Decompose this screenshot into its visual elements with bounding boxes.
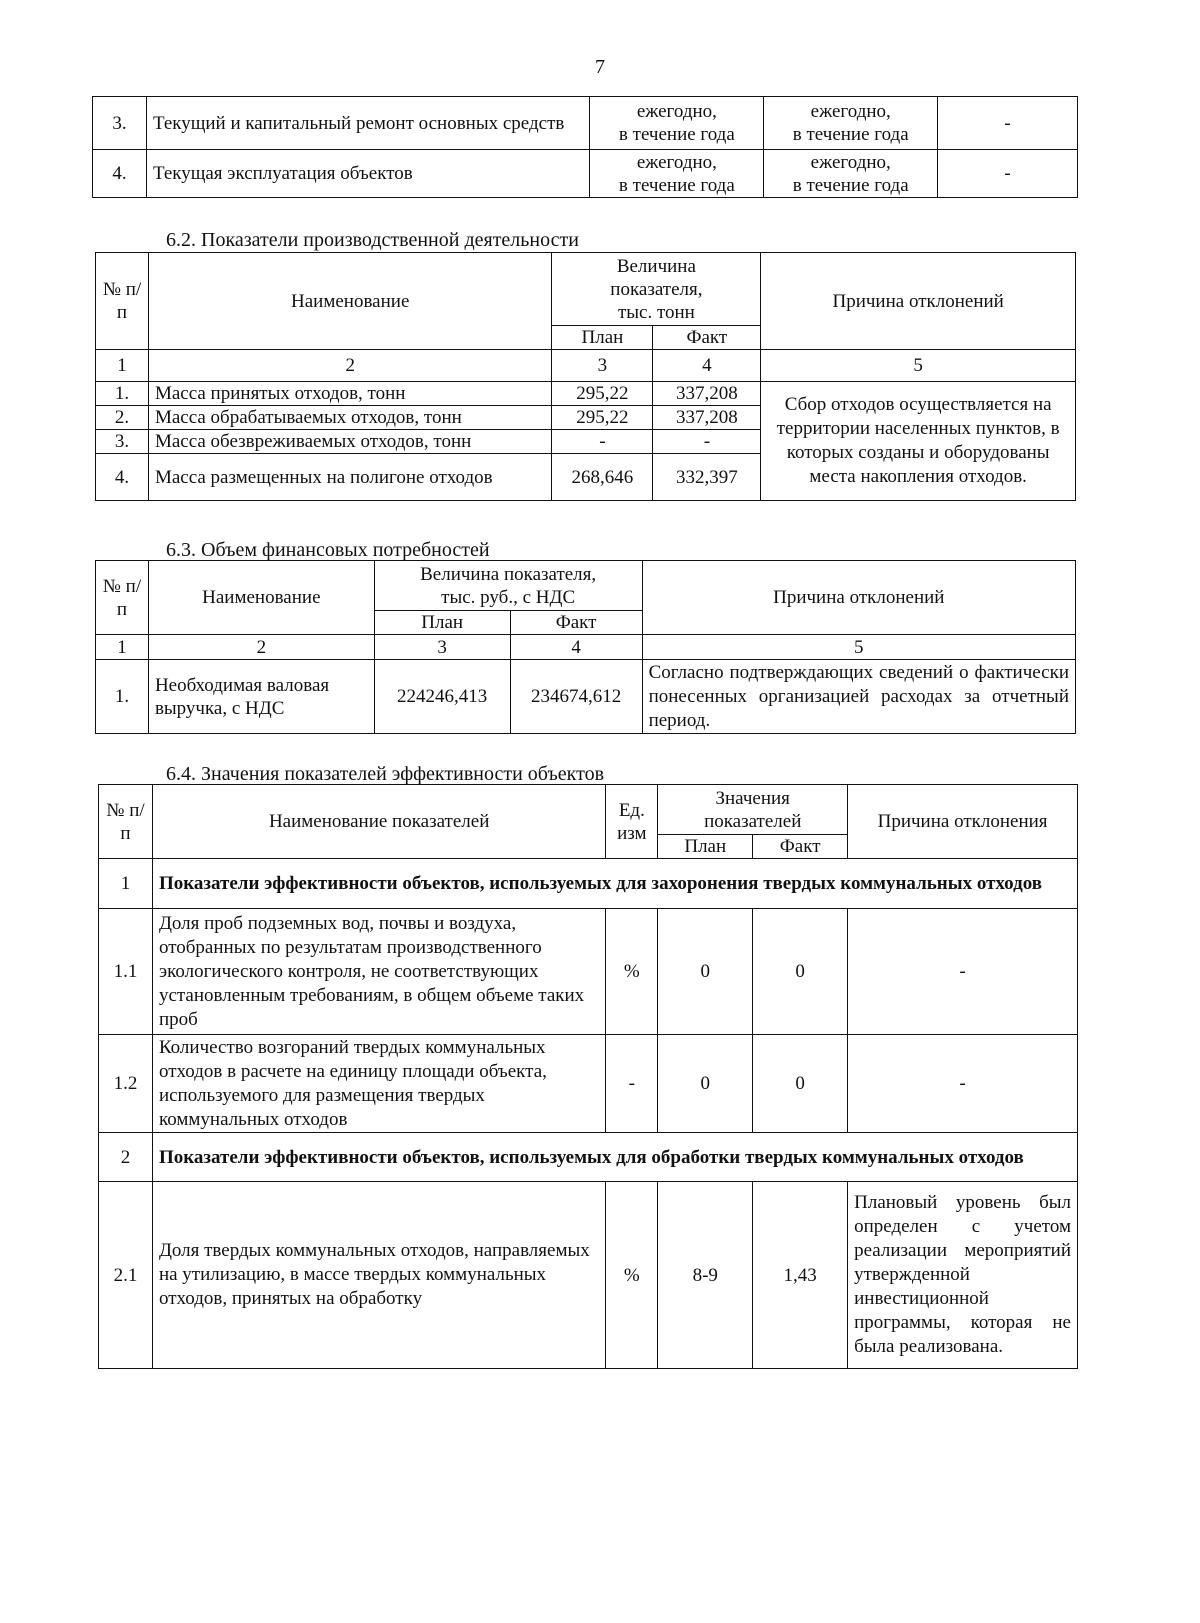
row-number: 1.2 bbox=[99, 1035, 153, 1133]
row-number: 3. bbox=[93, 97, 147, 150]
row-number: 1. bbox=[96, 382, 149, 406]
header-unit-line: изм bbox=[617, 822, 647, 844]
fact-line: ежегодно, bbox=[810, 151, 891, 173]
row-name: Масса обрабатываемых отходов, тонн bbox=[148, 406, 552, 430]
group-title: Показатели эффективности объектов, используемых для захоронения твердых коммунальных отходов bbox=[152, 859, 1077, 909]
header-value bbox=[552, 253, 761, 326]
fact-cell: 337,208 bbox=[653, 406, 761, 430]
fact-cell: 0 bbox=[753, 909, 848, 1035]
fact-cell: 234674,612 bbox=[510, 660, 642, 734]
group-row bbox=[99, 1133, 1078, 1182]
plan-cell: 0 bbox=[658, 1035, 753, 1133]
table-row bbox=[96, 660, 1076, 734]
col-number: 3 bbox=[552, 350, 653, 382]
group-title: Показатели эффективности объектов, используемых для обработки твердых коммунальных отходов bbox=[152, 1133, 1077, 1182]
row-number: 1.1 bbox=[99, 909, 153, 1035]
table-row bbox=[99, 1182, 1078, 1369]
column-number-row bbox=[96, 350, 1076, 382]
col-number: 3 bbox=[374, 635, 510, 660]
header-row bbox=[99, 785, 1078, 835]
fact-cell bbox=[764, 97, 938, 150]
header-unit-line: Ед. bbox=[618, 799, 645, 821]
reason-cell: Сбор отходов осуществляется на территории населенных пунктов, в которых созданы и оборудованы места накопления отходов. bbox=[761, 382, 1076, 501]
col-number: 2 bbox=[148, 635, 374, 660]
fact-cell: - bbox=[653, 430, 761, 454]
unit-cell: % bbox=[606, 909, 658, 1035]
header-value-line: Величина показателя, bbox=[420, 563, 597, 585]
section-6-4-title: 6.4. Значения показателей эффективности объектов bbox=[166, 763, 605, 785]
page-number: 7 bbox=[595, 56, 605, 78]
header-fact: Факт bbox=[753, 835, 848, 859]
header-unit bbox=[606, 785, 658, 859]
group-number: 1 bbox=[99, 859, 153, 909]
plan-cell: 295,22 bbox=[552, 406, 653, 430]
header-row bbox=[96, 561, 1076, 611]
fact-cell: 1,43 bbox=[753, 1182, 848, 1369]
header-values-line: показателей bbox=[704, 810, 802, 832]
header-value bbox=[374, 561, 642, 611]
plan-line: в течение года bbox=[618, 174, 735, 196]
header-name: Наименование показателей bbox=[152, 785, 605, 859]
unit-cell: - bbox=[606, 1035, 658, 1133]
column-number-row bbox=[96, 635, 1076, 660]
reason-cell: - bbox=[848, 1035, 1078, 1133]
fact-cell bbox=[764, 150, 938, 198]
col-number: 5 bbox=[761, 350, 1076, 382]
row-name: Масса обезвреживаемых отходов, тонн bbox=[148, 430, 552, 454]
table-production-indicators bbox=[95, 252, 1076, 501]
reason-cell: - bbox=[938, 150, 1078, 198]
plan-line: ежегодно, bbox=[636, 151, 717, 173]
header-value-line: Величина bbox=[616, 255, 696, 277]
col-number: 4 bbox=[510, 635, 642, 660]
header-row bbox=[96, 253, 1076, 326]
plan-cell bbox=[590, 150, 764, 198]
fact-cell: 332,397 bbox=[653, 454, 761, 501]
fact-cell: 337,208 bbox=[653, 382, 761, 406]
fact-line: в течение года bbox=[792, 174, 909, 196]
reason-cell: Плановый уровень был определен с учетом реализации мероприятий утвержденной инвестиционной программы, которая не была реализована. bbox=[848, 1182, 1078, 1369]
row-name: Текущий и капитальный ремонт основных средств bbox=[146, 97, 589, 150]
header-value-line: показателя, bbox=[610, 278, 703, 300]
plan-line: ежегодно, bbox=[636, 101, 717, 122]
header-fact: Факт bbox=[510, 611, 642, 635]
row-name: Доля твердых коммунальных отходов, направляемых на утилизацию, в массе твердых коммунальных отходов, принятых на обработку bbox=[152, 1182, 605, 1369]
row-name: Текущая эксплуатация объектов bbox=[146, 150, 589, 198]
header-value-line: тыс. тонн bbox=[617, 301, 695, 323]
row-number: 2.1 bbox=[99, 1182, 153, 1369]
fact-line: в течение года bbox=[792, 124, 909, 145]
col-number: 2 bbox=[148, 350, 552, 382]
fact-line: ежегодно, bbox=[810, 101, 891, 122]
group-number: 2 bbox=[99, 1133, 153, 1182]
header-name: Наименование bbox=[148, 561, 374, 635]
row-name: Доля проб подземных вод, почвы и воздуха, отобранных по результатам производственного экологического контроля, не соответствующих установленным требованиям, в общем объеме таких проб bbox=[152, 909, 605, 1035]
fact-cell: 0 bbox=[753, 1035, 848, 1133]
header-plan: План bbox=[374, 611, 510, 635]
table-row bbox=[93, 150, 1078, 198]
table-financial-needs bbox=[95, 560, 1076, 734]
unit-cell: % bbox=[606, 1182, 658, 1369]
reason-cell: - bbox=[848, 909, 1078, 1035]
table-efficiency-indicators bbox=[98, 784, 1078, 1369]
row-name: Масса размещенных на полигоне отходов bbox=[148, 454, 552, 501]
header-reason: Причина отклонений bbox=[642, 561, 1075, 635]
plan-cell: 0 bbox=[658, 909, 753, 1035]
header-values bbox=[658, 785, 848, 835]
reason-cell: - bbox=[938, 97, 1078, 150]
row-name: Масса принятых отходов, тонн bbox=[148, 382, 552, 406]
table-row bbox=[96, 382, 1076, 406]
row-number: 2. bbox=[96, 406, 149, 430]
table-row bbox=[99, 909, 1078, 1035]
row-name: Необходимая валовая выручка, с НДС bbox=[148, 660, 374, 734]
header-name: Наименование bbox=[148, 253, 552, 350]
header-fact: Факт bbox=[653, 326, 761, 350]
plan-line: в течение года bbox=[618, 124, 735, 145]
plan-cell: - bbox=[552, 430, 653, 454]
col-number: 5 bbox=[642, 635, 1075, 660]
table-row bbox=[93, 97, 1078, 150]
reason-cell: Согласно подтверждающих сведений о фактически понесенных организацией расходах за отчетный период. bbox=[642, 660, 1075, 734]
plan-cell: 8-9 bbox=[658, 1182, 753, 1369]
table-schedule bbox=[92, 96, 1078, 198]
row-number: 1. bbox=[96, 660, 149, 734]
header-plan: План bbox=[658, 835, 753, 859]
row-number: 4. bbox=[93, 150, 147, 198]
section-6-2-title: 6.2. Показатели производственной деятельности bbox=[166, 229, 579, 251]
plan-cell: 295,22 bbox=[552, 382, 653, 406]
col-number: 4 bbox=[653, 350, 761, 382]
row-number: 4. bbox=[96, 454, 149, 501]
group-row bbox=[99, 859, 1078, 909]
header-reason: Причина отклонений bbox=[761, 253, 1076, 350]
header-value-line: тыс. руб., с НДС bbox=[441, 586, 576, 608]
header-num: № п/п bbox=[99, 785, 153, 859]
plan-cell: 224246,413 bbox=[374, 660, 510, 734]
col-number: 1 bbox=[96, 350, 149, 382]
header-num: № п/п bbox=[96, 253, 149, 350]
header-num: № п/п bbox=[96, 561, 149, 635]
col-number: 1 bbox=[96, 635, 149, 660]
section-6-3-title: 6.3. Объем финансовых потребностей bbox=[166, 539, 490, 561]
plan-cell bbox=[590, 97, 764, 150]
plan-cell: 268,646 bbox=[552, 454, 653, 501]
header-reason: Причина отклонения bbox=[848, 785, 1078, 859]
header-plan: План bbox=[552, 326, 653, 350]
table-row bbox=[99, 1035, 1078, 1133]
header-values-line: Значения bbox=[715, 787, 790, 809]
row-name: Количество возгораний твердых коммунальных отходов в расчете на единицу площади объекта, используемого для размещения твердых коммунальных отходов bbox=[152, 1035, 605, 1133]
row-number: 3. bbox=[96, 430, 149, 454]
